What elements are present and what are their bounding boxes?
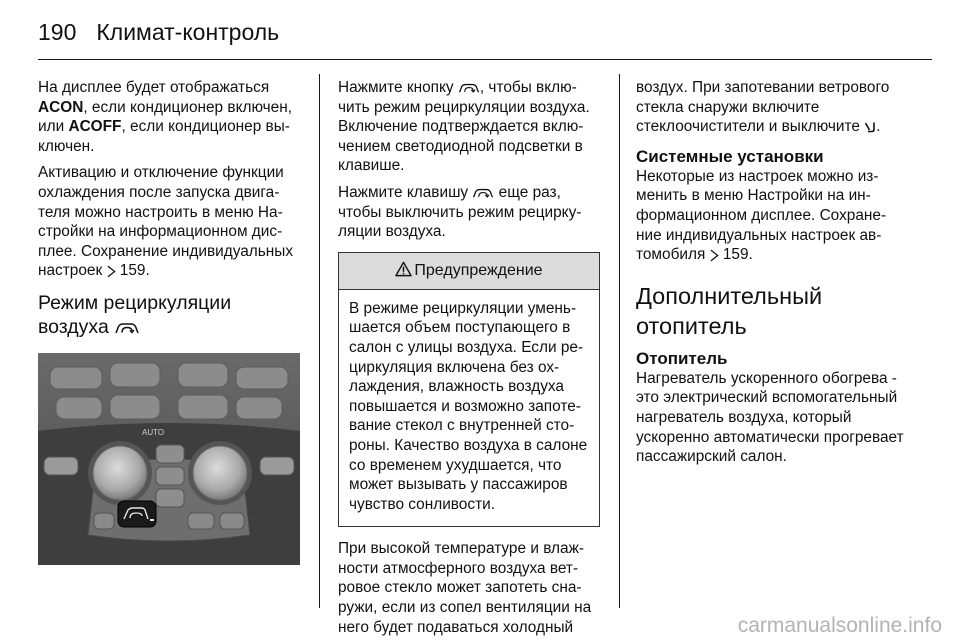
heading-system-settings: Системные установки: [636, 146, 824, 166]
warning-box: [338, 252, 600, 528]
warning-title: Предупреждение: [414, 261, 543, 279]
heading-recirculation: Режим рециркуляции воздуха: [38, 291, 232, 338]
column-divider-1: [319, 74, 320, 608]
paragraph-system-settings: Некоторые из настроек можно изменить в меню Настройки на информационном дисплее. Сохранение индивидуальных настроек автомобиля 159.: [636, 167, 887, 264]
watermark: carmanualsonline.info: [737, 614, 942, 637]
xref-arrow-icon: [107, 265, 116, 278]
page-title: Климат-контроль: [96, 18, 280, 45]
auto-label: AUTO: [142, 427, 165, 437]
warning-text: В режиме рециркуляции уменьшается объем поступающего в салон с улицы воздуха. Если рециркуляция включена без охлаждения, влажность воздуха повышается и возможно запотевание стекол с внутренней стороны. Качество воздуха в салоне со временем ухудшается, что может вызывать у пассажиров чувство сонливости.: [349, 299, 588, 513]
paragraph-acon: На дисплее будет отображаться ACON, если кондиционер включен, или ACOFF, если кондиционер выключен.: [38, 79, 293, 155]
column-divider-2: [619, 74, 620, 608]
page-number: 190: [38, 18, 77, 45]
recirculation-icon: [114, 321, 140, 335]
recirculation-icon: [472, 187, 494, 199]
paragraph-heater: Нагреватель ускоренного обогрева - это электрический вспомогательный нагреватель воздуха, который ускоренно автоматически прогревает пассажирский салон.: [636, 369, 904, 466]
paragraph-wipers: воздух. При запотевании ветрового стекла снаружи включите стеклоочистители и выключите .: [636, 79, 890, 136]
page-reference[interactable]: 159.: [722, 246, 753, 264]
header-rule: [38, 59, 932, 60]
column-1: [38, 78, 300, 565]
acoff-label: ACOFF: [68, 118, 122, 136]
heading-heater: Отопитель: [636, 348, 728, 368]
xref-arrow-icon: [710, 249, 719, 262]
paragraph-recirc-off: Нажмите клавишу еще раз, чтобы выключить режим рециркуляции воздуха.: [338, 183, 582, 241]
heading-additional-heater: Дополнительный отопитель: [636, 282, 823, 339]
warning-triangle-icon: [395, 261, 412, 277]
paragraph-recirc-on: Нажмите кнопку , чтобы включить режим рециркуляции воздуха. Включение подтверждается включением светодиодной подсветки в клавише.: [338, 79, 590, 175]
column-3: [636, 78, 906, 474]
paragraph-cooling-settings: Активацию и отключение функции охлаждения после запуска двигателя можно настроить в меню Настройки на информационном дисплее. Сохранение индивидуальных настроек 159.: [38, 164, 294, 280]
paragraph-fogging: При высокой температуре и влажности атмосферного воздуха ветровое стекло может запотеть снаружи, если из сопел вентиляции на него будет подаваться холодный: [338, 540, 592, 636]
warning-header: [339, 253, 599, 290]
windshield-wiper-icon: [864, 121, 876, 133]
page-header: [38, 14, 279, 50]
acon-label: ACON: [38, 98, 84, 116]
column-2: [338, 78, 600, 644]
page-reference[interactable]: 159.: [119, 262, 150, 280]
recirculation-icon: [458, 82, 480, 94]
climate-panel-photo: [38, 353, 300, 565]
